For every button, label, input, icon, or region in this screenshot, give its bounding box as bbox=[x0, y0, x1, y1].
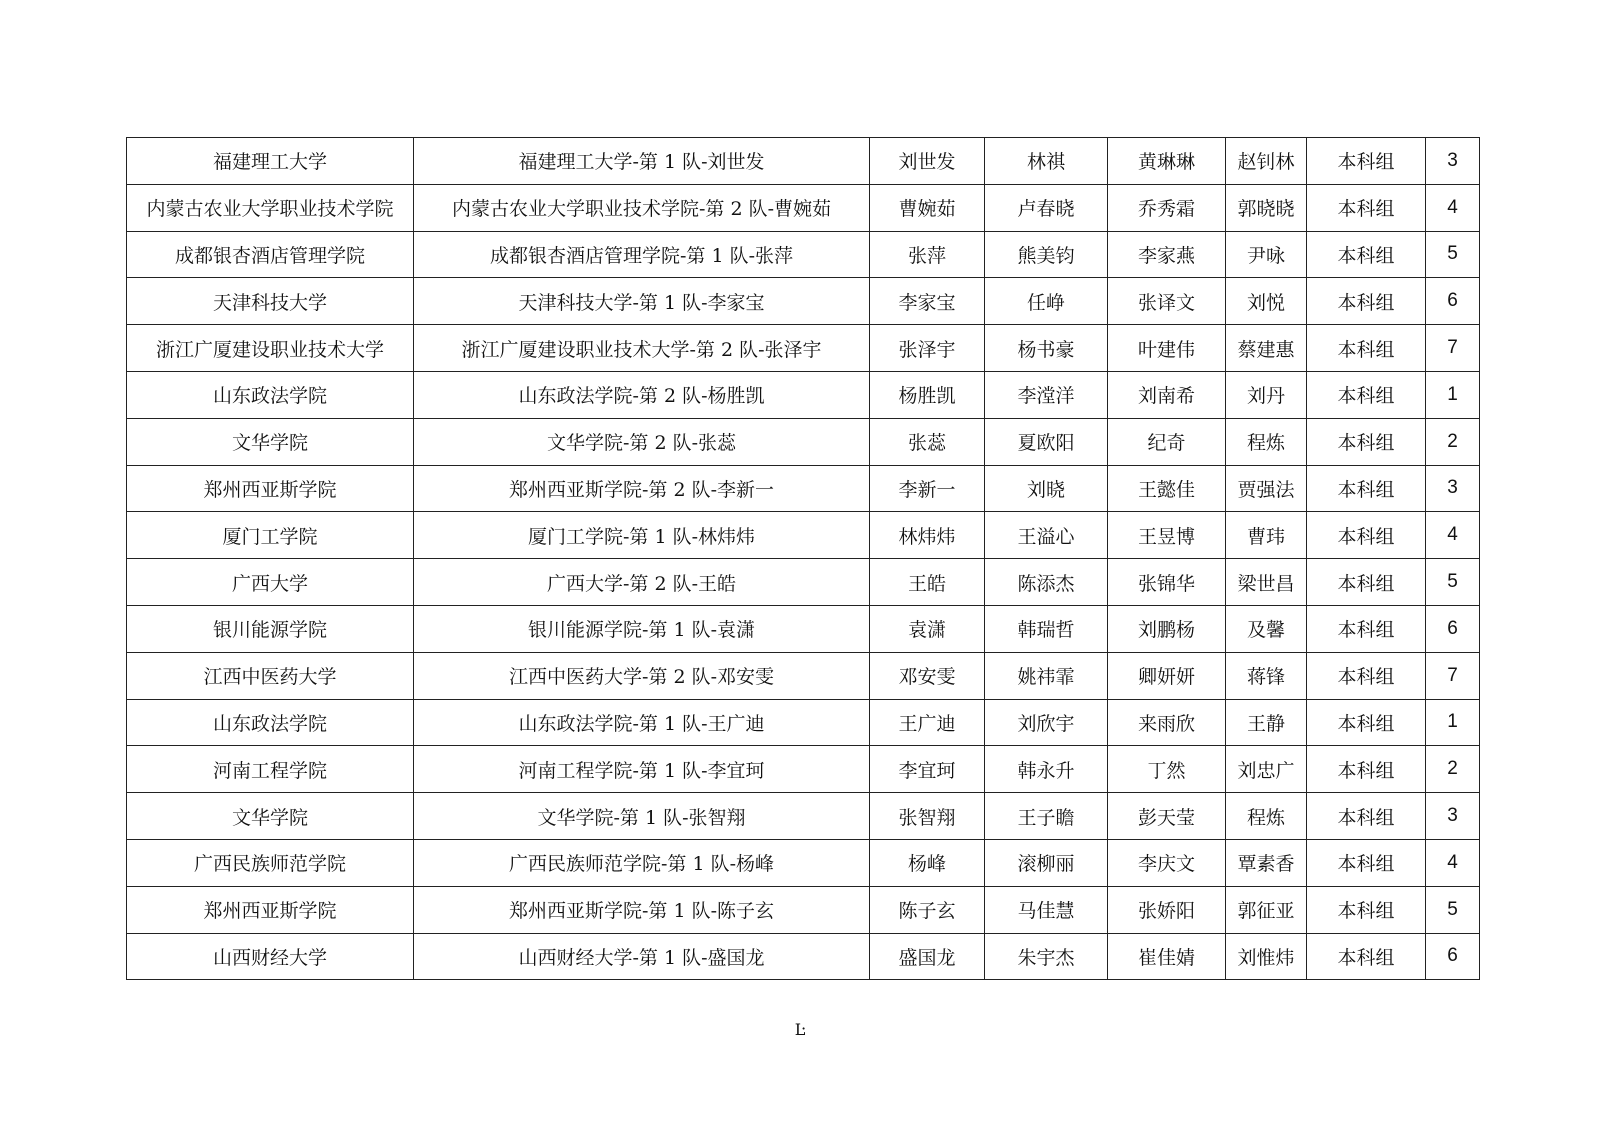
group-cell: 本科组 bbox=[1307, 278, 1426, 325]
group-cell: 本科组 bbox=[1307, 418, 1426, 465]
school-cell: 成都银杏酒店管理学院 bbox=[127, 231, 414, 278]
school-cell: 厦门工学院 bbox=[127, 512, 414, 559]
number-cell: 6 bbox=[1426, 605, 1480, 652]
member2-cell: 林祺 bbox=[985, 138, 1108, 185]
team-name-cell: 广西民族师范学院-第 1 队-杨峰 bbox=[414, 839, 870, 886]
member2-cell: 卢春晓 bbox=[985, 184, 1108, 231]
member4-cell: 刘忠广 bbox=[1226, 746, 1307, 793]
member1-cell: 袁潇 bbox=[870, 605, 985, 652]
member3-cell: 叶建伟 bbox=[1108, 325, 1226, 372]
team-name-cell: 文华学院-第 1 队-张智翔 bbox=[414, 793, 870, 840]
table-row bbox=[127, 933, 1480, 980]
member2-cell: 朱宇杰 bbox=[985, 933, 1108, 980]
member2-cell: 韩瑞哲 bbox=[985, 605, 1108, 652]
group-cell: 本科组 bbox=[1307, 746, 1426, 793]
member4-cell: 程炼 bbox=[1226, 793, 1307, 840]
member3-cell: 张锦华 bbox=[1108, 559, 1226, 606]
group-cell: 本科组 bbox=[1307, 933, 1426, 980]
number-cell: 7 bbox=[1426, 325, 1480, 372]
number-cell: 3 bbox=[1426, 138, 1480, 185]
roster-table-body bbox=[127, 138, 1480, 980]
number-cell: 3 bbox=[1426, 465, 1480, 512]
number-cell: 1 bbox=[1426, 699, 1480, 746]
member2-cell: 熊美钧 bbox=[985, 231, 1108, 278]
table-row bbox=[127, 325, 1480, 372]
table-row bbox=[127, 886, 1480, 933]
member1-cell: 曹婉茹 bbox=[870, 184, 985, 231]
team-name-cell: 天津科技大学-第 1 队-李家宝 bbox=[414, 278, 870, 325]
member2-cell: 王子瞻 bbox=[985, 793, 1108, 840]
team-name-cell: 银川能源学院-第 1 队-袁潇 bbox=[414, 605, 870, 652]
member4-cell: 王静 bbox=[1226, 699, 1307, 746]
group-cell: 本科组 bbox=[1307, 325, 1426, 372]
group-cell: 本科组 bbox=[1307, 793, 1426, 840]
school-cell: 广西民族师范学院 bbox=[127, 839, 414, 886]
member2-cell: 刘晓 bbox=[985, 465, 1108, 512]
table-row bbox=[127, 793, 1480, 840]
number-cell: 1 bbox=[1426, 371, 1480, 418]
table-row bbox=[127, 138, 1480, 185]
member1-cell: 李宜珂 bbox=[870, 746, 985, 793]
member1-cell: 王皓 bbox=[870, 559, 985, 606]
table-row bbox=[127, 465, 1480, 512]
member2-cell: 夏欧阳 bbox=[985, 418, 1108, 465]
member1-cell: 刘世发 bbox=[870, 138, 985, 185]
table-row bbox=[127, 512, 1480, 559]
member1-cell: 陈子玄 bbox=[870, 886, 985, 933]
school-cell: 内蒙古农业大学职业技术学院 bbox=[127, 184, 414, 231]
member4-cell: 覃素香 bbox=[1226, 839, 1307, 886]
member2-cell: 刘欣宇 bbox=[985, 699, 1108, 746]
school-cell: 郑州西亚斯学院 bbox=[127, 886, 414, 933]
member4-cell: 贾强法 bbox=[1226, 465, 1307, 512]
number-cell: 2 bbox=[1426, 746, 1480, 793]
member2-cell: 李漟洋 bbox=[985, 371, 1108, 418]
number-cell: 4 bbox=[1426, 839, 1480, 886]
number-cell: 2 bbox=[1426, 418, 1480, 465]
table-row bbox=[127, 605, 1480, 652]
number-cell: 7 bbox=[1426, 652, 1480, 699]
team-name-cell: 河南工程学院-第 1 队-李宜珂 bbox=[414, 746, 870, 793]
group-cell: 本科组 bbox=[1307, 184, 1426, 231]
number-cell: 6 bbox=[1426, 933, 1480, 980]
school-cell: 山西财经大学 bbox=[127, 933, 414, 980]
member3-cell: 来雨欣 bbox=[1108, 699, 1226, 746]
team-name-cell: 山西财经大学-第 1 队-盛国龙 bbox=[414, 933, 870, 980]
team-name-cell: 成都银杏酒店管理学院-第 1 队-张萍 bbox=[414, 231, 870, 278]
group-cell: 本科组 bbox=[1307, 371, 1426, 418]
member2-cell: 陈添杰 bbox=[985, 559, 1108, 606]
member3-cell: 黄琳琳 bbox=[1108, 138, 1226, 185]
member3-cell: 彭天莹 bbox=[1108, 793, 1226, 840]
number-cell: 4 bbox=[1426, 184, 1480, 231]
member1-cell: 王广迪 bbox=[870, 699, 985, 746]
member2-cell: 马佳慧 bbox=[985, 886, 1108, 933]
member1-cell: 杨胜凯 bbox=[870, 371, 985, 418]
member3-cell: 刘鹏杨 bbox=[1108, 605, 1226, 652]
team-name-cell: 文华学院-第 2 队-张蕊 bbox=[414, 418, 870, 465]
table-row bbox=[127, 652, 1480, 699]
member4-cell: 刘悦 bbox=[1226, 278, 1307, 325]
member2-cell: 王溢心 bbox=[985, 512, 1108, 559]
table-row bbox=[127, 699, 1480, 746]
table-row bbox=[127, 278, 1480, 325]
group-cell: 本科组 bbox=[1307, 559, 1426, 606]
school-cell: 江西中医药大学 bbox=[127, 652, 414, 699]
number-cell: 4 bbox=[1426, 512, 1480, 559]
school-cell: 福建理工大学 bbox=[127, 138, 414, 185]
team-name-cell: 福建理工大学-第 1 队-刘世发 bbox=[414, 138, 870, 185]
page-number: Ŀ bbox=[794, 1020, 806, 1039]
team-name-cell: 广西大学-第 2 队-王皓 bbox=[414, 559, 870, 606]
member4-cell: 梁世昌 bbox=[1226, 559, 1307, 606]
number-cell: 5 bbox=[1426, 559, 1480, 606]
school-cell: 山东政法学院 bbox=[127, 699, 414, 746]
member3-cell: 李庆文 bbox=[1108, 839, 1226, 886]
member4-cell: 及馨 bbox=[1226, 605, 1307, 652]
member1-cell: 张泽宇 bbox=[870, 325, 985, 372]
team-name-cell: 山东政法学院-第 2 队-杨胜凯 bbox=[414, 371, 870, 418]
member2-cell: 韩永升 bbox=[985, 746, 1108, 793]
member4-cell: 蔡建惠 bbox=[1226, 325, 1307, 372]
member4-cell: 赵钊林 bbox=[1226, 138, 1307, 185]
member3-cell: 纪奇 bbox=[1108, 418, 1226, 465]
member1-cell: 李新一 bbox=[870, 465, 985, 512]
member2-cell: 滚柳丽 bbox=[985, 839, 1108, 886]
member4-cell: 郭征亚 bbox=[1226, 886, 1307, 933]
table-row bbox=[127, 559, 1480, 606]
group-cell: 本科组 bbox=[1307, 605, 1426, 652]
school-cell: 天津科技大学 bbox=[127, 278, 414, 325]
member3-cell: 乔秀霜 bbox=[1108, 184, 1226, 231]
group-cell: 本科组 bbox=[1307, 652, 1426, 699]
member3-cell: 李家燕 bbox=[1108, 231, 1226, 278]
number-cell: 5 bbox=[1426, 886, 1480, 933]
group-cell: 本科组 bbox=[1307, 512, 1426, 559]
group-cell: 本科组 bbox=[1307, 699, 1426, 746]
member4-cell: 刘丹 bbox=[1226, 371, 1307, 418]
member3-cell: 王懿佳 bbox=[1108, 465, 1226, 512]
school-cell: 文华学院 bbox=[127, 418, 414, 465]
member3-cell: 丁然 bbox=[1108, 746, 1226, 793]
group-cell: 本科组 bbox=[1307, 839, 1426, 886]
school-cell: 银川能源学院 bbox=[127, 605, 414, 652]
member4-cell: 郭晓晓 bbox=[1226, 184, 1307, 231]
member1-cell: 张智翔 bbox=[870, 793, 985, 840]
school-cell: 浙江广厦建设职业技术大学 bbox=[127, 325, 414, 372]
school-cell: 河南工程学院 bbox=[127, 746, 414, 793]
group-cell: 本科组 bbox=[1307, 231, 1426, 278]
team-name-cell: 江西中医药大学-第 2 队-邓安雯 bbox=[414, 652, 870, 699]
member4-cell: 曹玮 bbox=[1226, 512, 1307, 559]
member3-cell: 张娇阳 bbox=[1108, 886, 1226, 933]
member3-cell: 王昱博 bbox=[1108, 512, 1226, 559]
member1-cell: 盛国龙 bbox=[870, 933, 985, 980]
group-cell: 本科组 bbox=[1307, 138, 1426, 185]
table-row bbox=[127, 371, 1480, 418]
school-cell: 文华学院 bbox=[127, 793, 414, 840]
table-row bbox=[127, 231, 1480, 278]
member1-cell: 杨峰 bbox=[870, 839, 985, 886]
roster-table bbox=[126, 137, 1480, 980]
group-cell: 本科组 bbox=[1307, 465, 1426, 512]
member4-cell: 刘惟炜 bbox=[1226, 933, 1307, 980]
member4-cell: 蒋锋 bbox=[1226, 652, 1307, 699]
team-name-cell: 内蒙古农业大学职业技术学院-第 2 队-曹婉茹 bbox=[414, 184, 870, 231]
member4-cell: 程炼 bbox=[1226, 418, 1307, 465]
school-cell: 广西大学 bbox=[127, 559, 414, 606]
member1-cell: 张蕊 bbox=[870, 418, 985, 465]
table-row bbox=[127, 839, 1480, 886]
team-name-cell: 山东政法学院-第 1 队-王广迪 bbox=[414, 699, 870, 746]
member3-cell: 卿妍妍 bbox=[1108, 652, 1226, 699]
table-row bbox=[127, 746, 1480, 793]
group-cell: 本科组 bbox=[1307, 886, 1426, 933]
member3-cell: 刘南希 bbox=[1108, 371, 1226, 418]
team-name-cell: 浙江广厦建设职业技术大学-第 2 队-张泽宇 bbox=[414, 325, 870, 372]
table-row bbox=[127, 418, 1480, 465]
member1-cell: 李家宝 bbox=[870, 278, 985, 325]
member3-cell: 张译文 bbox=[1108, 278, 1226, 325]
member2-cell: 任峥 bbox=[985, 278, 1108, 325]
school-cell: 郑州西亚斯学院 bbox=[127, 465, 414, 512]
member1-cell: 邓安雯 bbox=[870, 652, 985, 699]
number-cell: 5 bbox=[1426, 231, 1480, 278]
member2-cell: 杨书豪 bbox=[985, 325, 1108, 372]
school-cell: 山东政法学院 bbox=[127, 371, 414, 418]
member1-cell: 张萍 bbox=[870, 231, 985, 278]
table-row bbox=[127, 184, 1480, 231]
team-name-cell: 郑州西亚斯学院-第 2 队-李新一 bbox=[414, 465, 870, 512]
member4-cell: 尹咏 bbox=[1226, 231, 1307, 278]
number-cell: 3 bbox=[1426, 793, 1480, 840]
member3-cell: 崔佳婧 bbox=[1108, 933, 1226, 980]
team-name-cell: 厦门工学院-第 1 队-林炜炜 bbox=[414, 512, 870, 559]
member1-cell: 林炜炜 bbox=[870, 512, 985, 559]
number-cell: 6 bbox=[1426, 278, 1480, 325]
team-name-cell: 郑州西亚斯学院-第 1 队-陈子玄 bbox=[414, 886, 870, 933]
member2-cell: 姚祎霏 bbox=[985, 652, 1108, 699]
